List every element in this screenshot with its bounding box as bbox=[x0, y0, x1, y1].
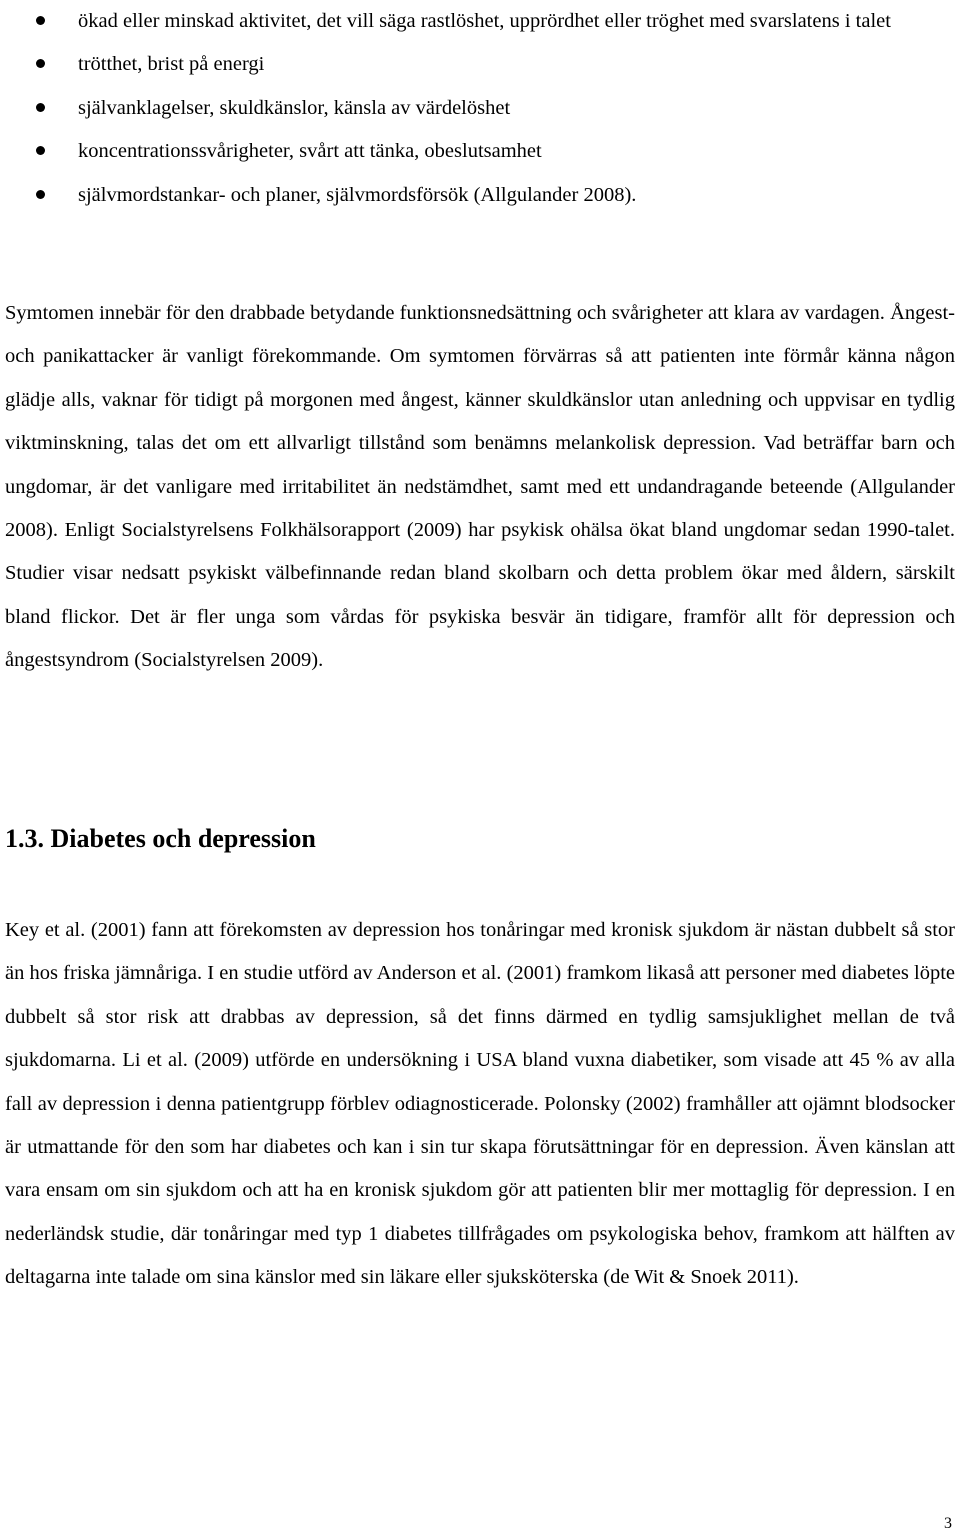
bullet-icon bbox=[36, 146, 45, 155]
bullet-icon bbox=[36, 59, 45, 68]
list-item-text: koncentrationssvårigheter, svårt att tänka, obeslutsamhet bbox=[78, 140, 542, 163]
list-item bbox=[0, 0, 960, 43]
section-heading: 1.3. Diabetes och depression bbox=[5, 824, 316, 853]
body-paragraph-symptoms: Symtomen innebär för den drabbade betydande funktionsnedsättning och svårigheter att klara av vardagen. Ångest- och panikattacker är vanligt förekommande. Om symtomen förvärras så att patienten inte förmår känna någon glädje alls, vaknar för tidigt på morgonen med ångest, känner skuldkänslor utan anledning och uppvisar en tydlig viktminskning, talas det om ett allvarligt tillstånd som benämns melankolisk depression. Vad beträffar barn och ungdomar, är det vanligare med irritabilitet än nedstämdhet, samt med ett undandragande beteende (Allgulander 2008). Enligt Socialstyrelsens Folkhälsorapport (2009) har psykisk ohälsa ökat bland ungdomar sedan 1990-talet. Studier visar nedsatt psykiskt välbefinnande redan bland skolbarn och detta problem ökar med åldern, särskilt bland flickor. Det är fler unga som vårdas för psykiska besvär än tidigare, framför allt för depression och ångestsyndrom (Socialstyrelsen 2009). bbox=[5, 302, 955, 672]
list-item-text: självanklagelser, skuldkänslor, känsla av värdelöshet bbox=[78, 96, 511, 119]
bullet-icon bbox=[36, 16, 45, 25]
body-paragraph-diabetes: Key et al. (2001) fann att förekomsten av depression hos tonåringar med kronisk sjukdom är nästan dubbelt så stor än hos friska jämnåriga. I en studie utförd av Anderson et al. (2001) framkom likaså att personer med diabetes löpte dubbelt så stor risk att drabbas av depression, så det finns därmed en tydlig samsjuklighet mellan de två sjukdomarna. Li et al. (2009) utförde en undersökning i USA bland vuxna diabetiker, som visade att 45 % av alla fall av depression i denna patientgrupp förblev odiagnosticerade. Polonsky (2002) framhåller att ojämnt blodsocker är utmattande för den som har diabetes och kan i sin tur skapa förutsättningar för en depression. Även känslan att vara ensam om sin sjukdom och att ha en kronisk sjukdom gör att patienten blir mer mottaglig för depression. I en nederländsk studie, där tonåringar med typ 1 diabetes tillfrågades om psykologiska behov, framkom att hälften av deltagarna inte talade om sina känslor med sin läkare eller sjuksköterska (de Wit & Snoek 2011). bbox=[5, 919, 955, 1289]
list-item bbox=[0, 87, 960, 130]
page-number: 3 bbox=[944, 1515, 952, 1532]
list-item bbox=[0, 174, 960, 217]
list-item bbox=[0, 130, 960, 173]
bullet-icon bbox=[36, 103, 45, 112]
list-item-text: självmordstankar- och planer, självmordsförsök (Allgulander 2008). bbox=[78, 183, 637, 206]
list-item-text: ökad eller minskad aktivitet, det vill säga rastlöshet, upprördhet eller tröghet med svarslatens i talet bbox=[78, 10, 891, 32]
symptom-list bbox=[0, 0, 960, 217]
list-item bbox=[0, 43, 960, 86]
list-item-text: trötthet, brist på energi bbox=[78, 53, 265, 76]
bullet-icon bbox=[36, 190, 45, 199]
